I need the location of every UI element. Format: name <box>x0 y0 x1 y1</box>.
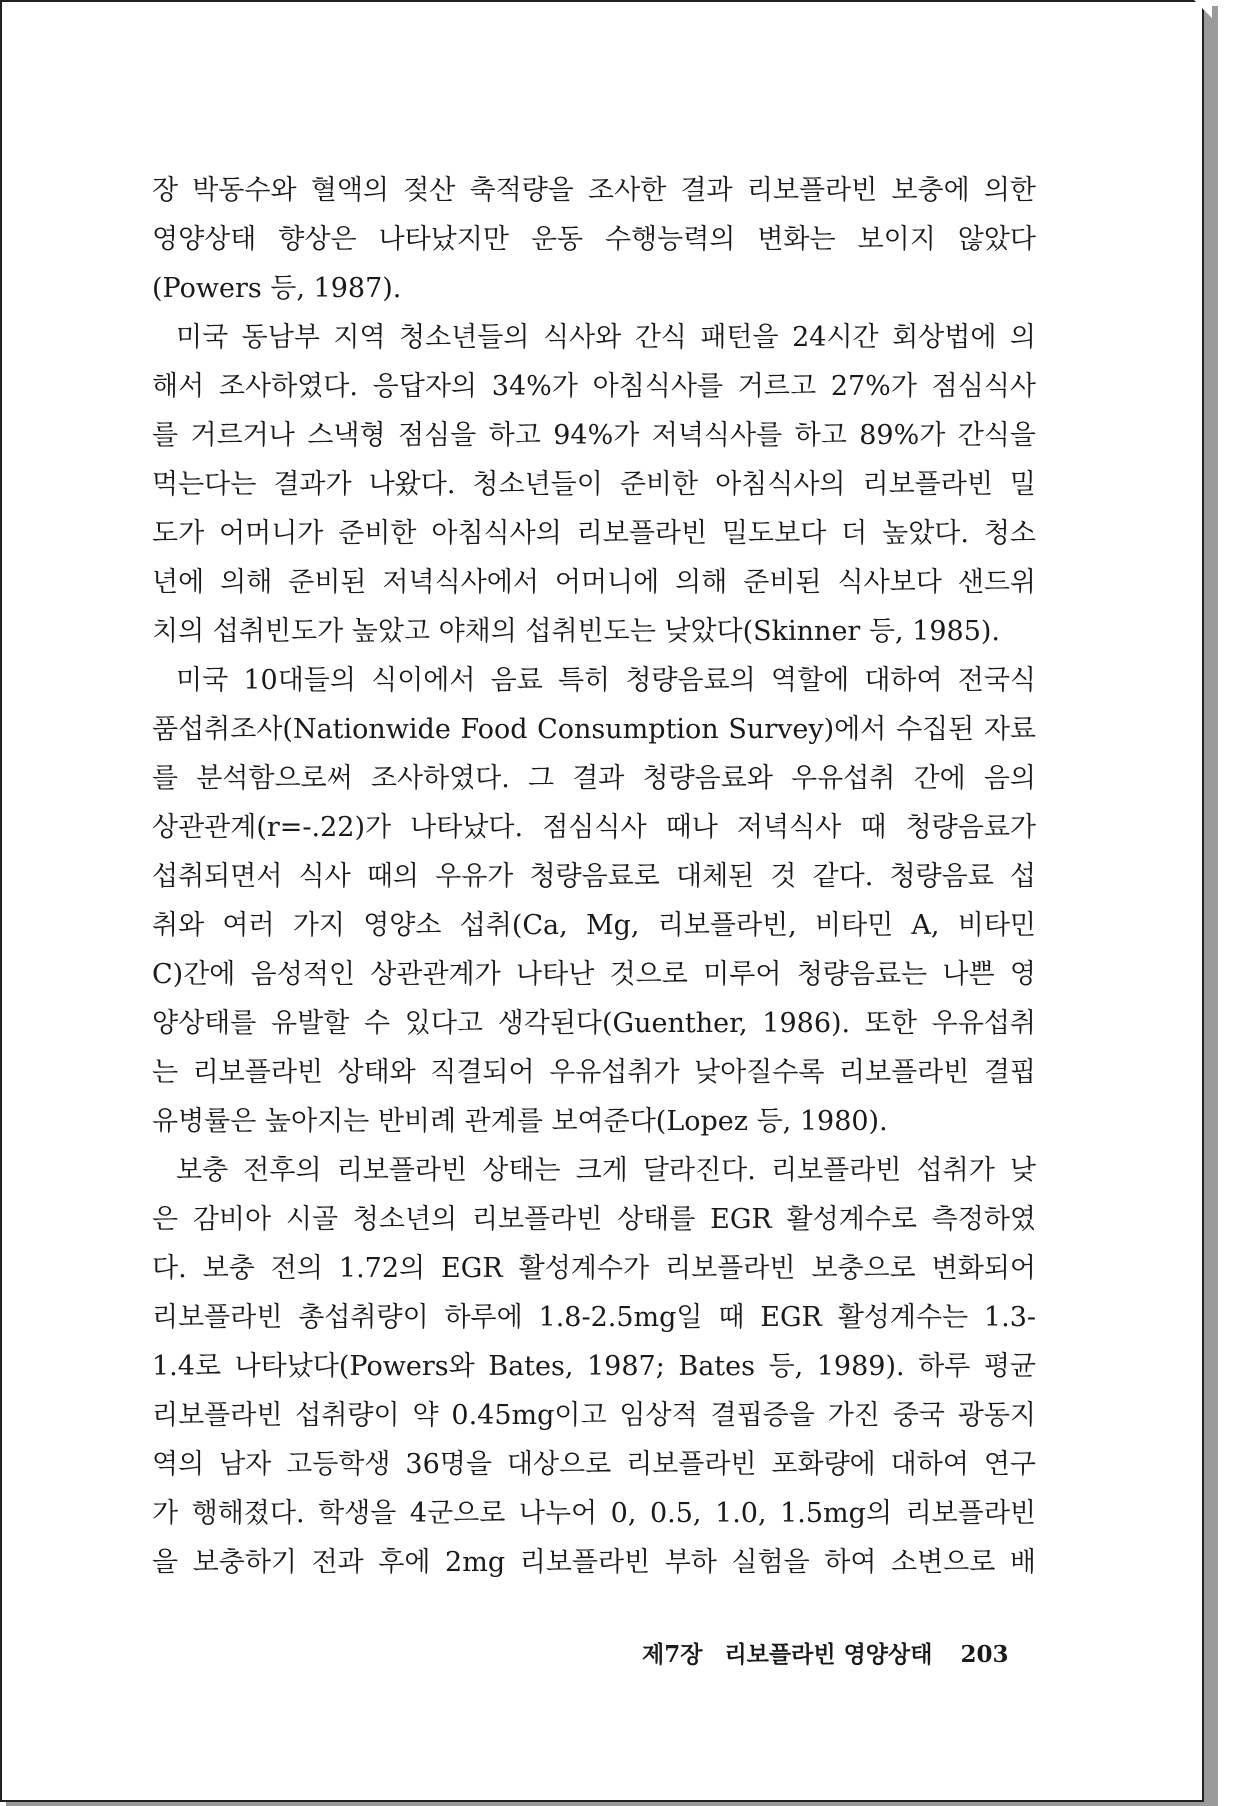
footer-title: 리보플라빈 영양상태 <box>724 1641 933 1668</box>
text-line: 상관관계(r=-.22)가 나타났다. 점심식사 때나 저녁식사 때 청량음료가 <box>152 812 1036 843</box>
text-line: 리보플라빈 섭취량이 약 0.45mg이고 임상적 결핍증을 가진 중국 광동지 <box>152 1400 1036 1431</box>
text-line: 양상태를 유발할 수 있다고 생각된다(Guenther, 1986). 또한 우유섭취 <box>152 1008 1036 1039</box>
text-line: 장 박동수와 혈액의 젖산 축적량을 조사한 결과 리보플라빈 보충에 의한 <box>152 175 1036 206</box>
text-line: 해서 조사하였다. 응답자의 34%가 아침식사를 거르고 27%가 점심식사 <box>152 371 1036 402</box>
text-line: 를 분석함으로써 조사하였다. 그 결과 청량음료와 우유섭취 간에 음의 <box>152 763 1036 794</box>
text-line: 취와 여러 가지 영양소 섭취(Ca, Mg, 리보플라빈, 비타민 A, 비타민 <box>152 910 1036 941</box>
text-line: 다. 보충 전의 1.72의 EGR 활성계수가 리보플라빈 보충으로 변화되어 <box>152 1253 1036 1284</box>
text-line: 유병률은 높아지는 반비례 관계를 보여준다(Lopez 등, 1980). <box>152 1106 888 1137</box>
text-line: 치의 섭취빈도가 높았고 야채의 섭취빈도는 낮았다(Skinner 등, 1985). <box>152 616 1000 647</box>
text-line: (Powers 등, 1987). <box>152 273 402 304</box>
page-shadow-right <box>1204 6 1218 1800</box>
page-corner-fold <box>1194 0 1212 18</box>
text-line: 은 감비아 시골 청소년의 리보플라빈 상태를 EGR 활성계수로 측정하였 <box>152 1204 1036 1235</box>
text-line: 1.4로 나타났다(Powers와 Bates, 1987; Bates 등, 1989). 하루 평균 <box>152 1351 1036 1382</box>
footer-chapter: 제7장 <box>642 1641 703 1668</box>
text-line: 미국 10대들의 식이에서 음료 특히 청량음료의 역할에 대하여 전국식 <box>176 665 1036 696</box>
text-line: 는 리보플라빈 상태와 직결되어 우유섭취가 낮아질수록 리보플라빈 결핍 <box>152 1057 1036 1088</box>
text-line: 역의 남자 고등학생 36명을 대상으로 리보플라빈 포화량에 대하여 연구 <box>152 1449 1036 1480</box>
running-footer <box>642 1636 1022 1669</box>
body-text <box>152 166 1036 1587</box>
text-line: 미국 동남부 지역 청소년들의 식사와 간식 패턴을 24시간 회상법에 의 <box>176 322 1036 353</box>
text-line: 가 행해졌다. 학생을 4군으로 나누어 0, 0.5, 1.0, 1.5mg의 리보플라빈 <box>152 1498 1036 1529</box>
text-line: 영양상태 향상은 나타났지만 운동 수행능력의 변화는 보이지 않았다 <box>152 224 1036 255</box>
text-line: 먹는다는 결과가 나왔다. 청소년들이 준비한 아침식사의 리보플라빈 밀 <box>152 469 1036 500</box>
text-line: 품섭취조사(Nationwide Food Consumption Survey)에서 수집된 자료 <box>152 714 1036 745</box>
text-line: 도가 어머니가 준비한 아침식사의 리보플라빈 밀도보다 더 높았다. 청소 <box>152 518 1036 549</box>
text-line: 리보플라빈 총섭취량이 하루에 1.8-2.5mg일 때 EGR 활성계수는 1.3- <box>152 1302 1036 1333</box>
text-line: 섭취되면서 식사 때의 우유가 청량음료로 대체된 것 같다. 청량음료 섭 <box>152 861 1036 892</box>
text-line: C)간에 음성적인 상관관계가 나타난 것으로 미루어 청량음료는 나쁜 영 <box>152 959 1036 990</box>
text-line: 년에 의해 준비된 저녁식사에서 어머니에 의해 준비된 식사보다 샌드위 <box>152 567 1036 598</box>
page-number: 203 <box>960 1641 1009 1668</box>
text-line: 을 보충하기 전과 후에 2mg 리보플라빈 부하 실험을 하여 소변으로 배 <box>152 1547 1036 1578</box>
text-line: 를 거르거나 스낵형 점심을 하고 94%가 저녁식사를 하고 89%가 간식을 <box>152 420 1036 451</box>
text-line: 보충 전후의 리보플라빈 상태는 크게 달라진다. 리보플라빈 섭취가 낮 <box>176 1155 1036 1186</box>
